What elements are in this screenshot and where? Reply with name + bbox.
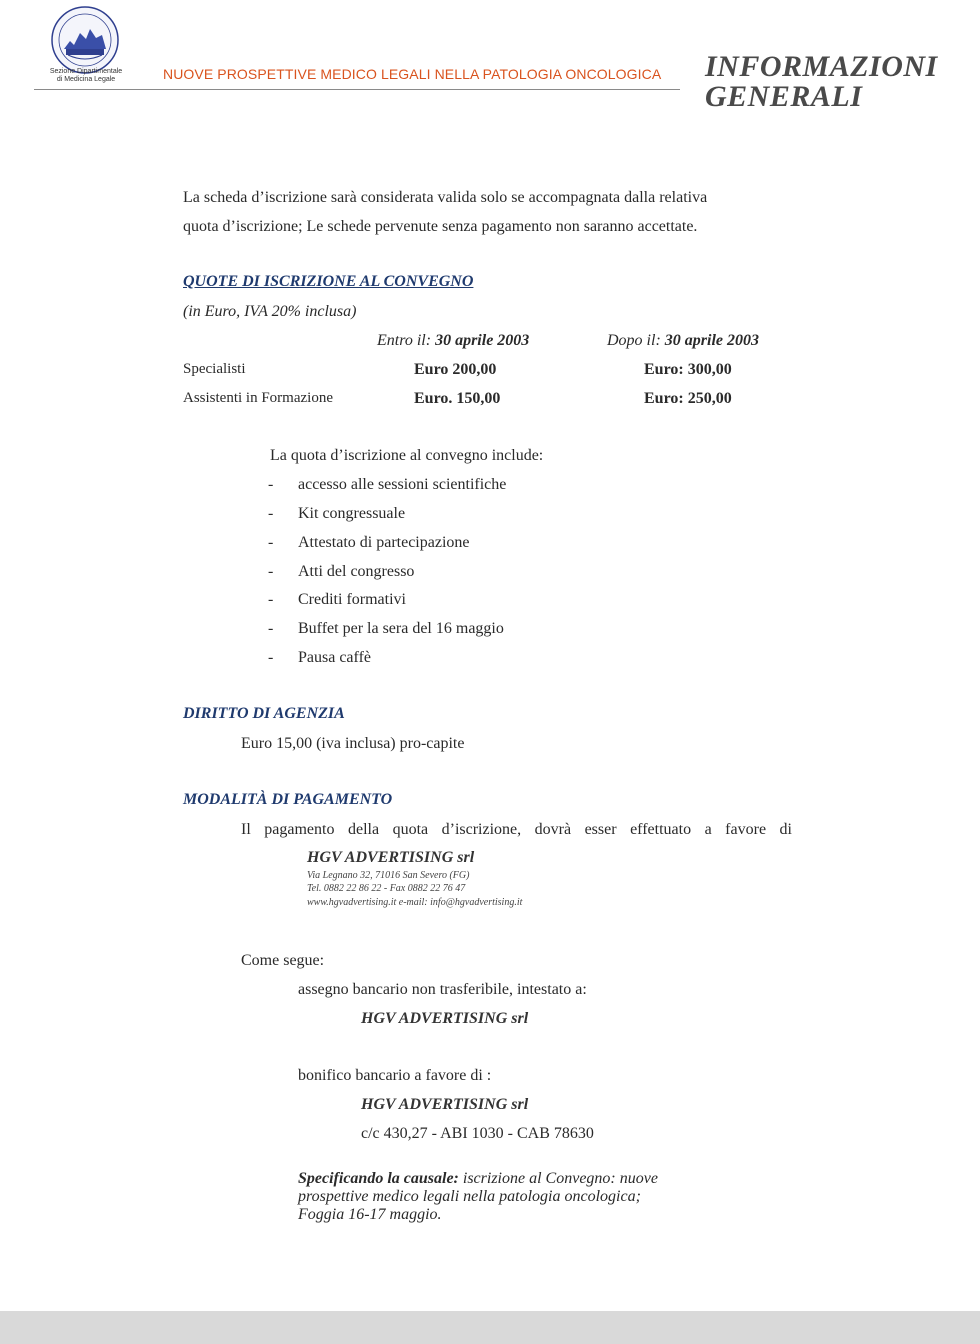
causale-line2: prospettive medico legali nella patologia oncologica;	[298, 1188, 641, 1205]
cheque-text: assegno bancario non trasferibile, intestato a:	[298, 981, 587, 998]
come-segue: Come segue:	[241, 952, 325, 969]
list-item-text: Atti del congresso	[298, 563, 415, 580]
fees-col2-date: 30 aprile 2003	[664, 332, 759, 349]
company-web: www.hgvadvertising.it e-mail: info@hgvadvertising.it	[307, 897, 523, 908]
intro-line1: La scheda d’iscrizione sarà considerata valida solo se accompagnata dalla relativa	[183, 189, 708, 206]
list-item	[268, 528, 469, 557]
fees-col2-header	[607, 326, 759, 355]
list-item-text: Buffet per la sera del 16 maggio	[298, 620, 504, 637]
fee-row-label: Specialisti	[183, 361, 246, 377]
header-divider	[34, 89, 680, 90]
bullet-dash: -	[268, 563, 274, 580]
bullet-dash: -	[268, 620, 274, 637]
includes-intro: La quota d’iscrizione al convegno include:	[270, 447, 544, 464]
causale-line3: Foggia 16-17 maggio.	[298, 1206, 442, 1223]
list-item	[268, 585, 406, 614]
fees-col2-label: Dopo il:	[607, 332, 661, 349]
fees-col1-label: Entro il:	[377, 332, 432, 349]
logo-caption	[34, 68, 138, 84]
company-name: HGV ADVERTISING srl	[307, 849, 475, 866]
list-item	[268, 470, 506, 499]
cheque-company: HGV ADVERTISING srl	[361, 1010, 529, 1027]
list-item	[268, 643, 371, 672]
fees-heading: QUOTE DI ISCRIZIONE AL CONVEGNO	[183, 273, 474, 290]
fee-row-after: Euro: 300,00	[644, 361, 732, 378]
intro-paragraph	[183, 183, 707, 241]
transfer-company: HGV ADVERTISING srl	[361, 1096, 529, 1113]
list-item-text: accesso alle sessioni scientifiche	[298, 476, 507, 493]
fees-subheading: (in Euro, IVA 20% inclusa)	[183, 303, 357, 320]
causale-label: Specificando la causale:	[298, 1170, 459, 1187]
company-address: Via Legnano 32, 71016 San Severo (FG)	[307, 870, 470, 881]
bullet-dash: -	[268, 534, 274, 551]
section-title-line2: GENERALI	[705, 80, 863, 113]
agency-heading: DIRITTO DI AGENZIA	[183, 705, 345, 722]
fee-row-label: Assistenti in Formazione	[183, 390, 333, 406]
section-title	[705, 52, 975, 112]
payment-heading: MODALITÀ DI PAGAMENTO	[183, 791, 393, 808]
bank-details: c/c 430,27 - ABI 1030 - CAB 78630	[361, 1125, 594, 1142]
logo-caption-line1: Sezione Dipartimentale	[49, 68, 123, 75]
causale-block	[298, 1170, 658, 1224]
list-item-text: Pausa caffè	[298, 649, 371, 666]
university-seal-logo	[50, 5, 120, 75]
fee-row-before: Euro 200,00	[414, 361, 497, 378]
bullet-dash: -	[268, 505, 274, 522]
company-phone: Tel. 0882 22 86 22 - Fax 0882 22 76 47	[307, 883, 466, 894]
list-item-text: Attestato di partecipazione	[298, 534, 470, 551]
fees-col1-date: 30 aprile 2003	[435, 332, 530, 349]
list-item-text: Kit congressuale	[298, 505, 406, 522]
bullet-dash: -	[268, 649, 274, 666]
logo-caption-line2: di Medicina Legale	[56, 76, 116, 83]
list-item	[268, 557, 414, 586]
section-title-line1: INFORMAZIONI	[705, 50, 938, 83]
list-item-text: Crediti formativi	[298, 591, 406, 608]
transfer-text: bonifico bancario a favore di :	[298, 1067, 492, 1084]
footer-bar	[0, 1311, 980, 1344]
list-item	[268, 499, 405, 528]
list-item	[268, 614, 504, 643]
payment-text: Il pagamento della quota d’iscrizione, dovrà esser effettuato a favore di	[241, 821, 792, 838]
causale-line1: iscrizione al Convegno: nuove	[458, 1170, 658, 1187]
bullet-dash: -	[268, 476, 274, 493]
fee-row-after: Euro: 250,00	[644, 390, 732, 407]
fees-col1-header	[377, 326, 529, 355]
intro-line2: quota d’iscrizione; Le schede pervenute senza pagamento non saranno accettate.	[183, 218, 698, 235]
fee-row-before: Euro. 150,00	[414, 390, 501, 407]
conference-title: NUOVE PROSPETTIVE MEDICO LEGALI NELLA PATOLOGIA ONCOLOGICA	[163, 66, 662, 82]
agency-text: Euro 15,00 (iva inclusa) pro-capite	[241, 735, 465, 752]
bullet-dash: -	[268, 591, 274, 608]
